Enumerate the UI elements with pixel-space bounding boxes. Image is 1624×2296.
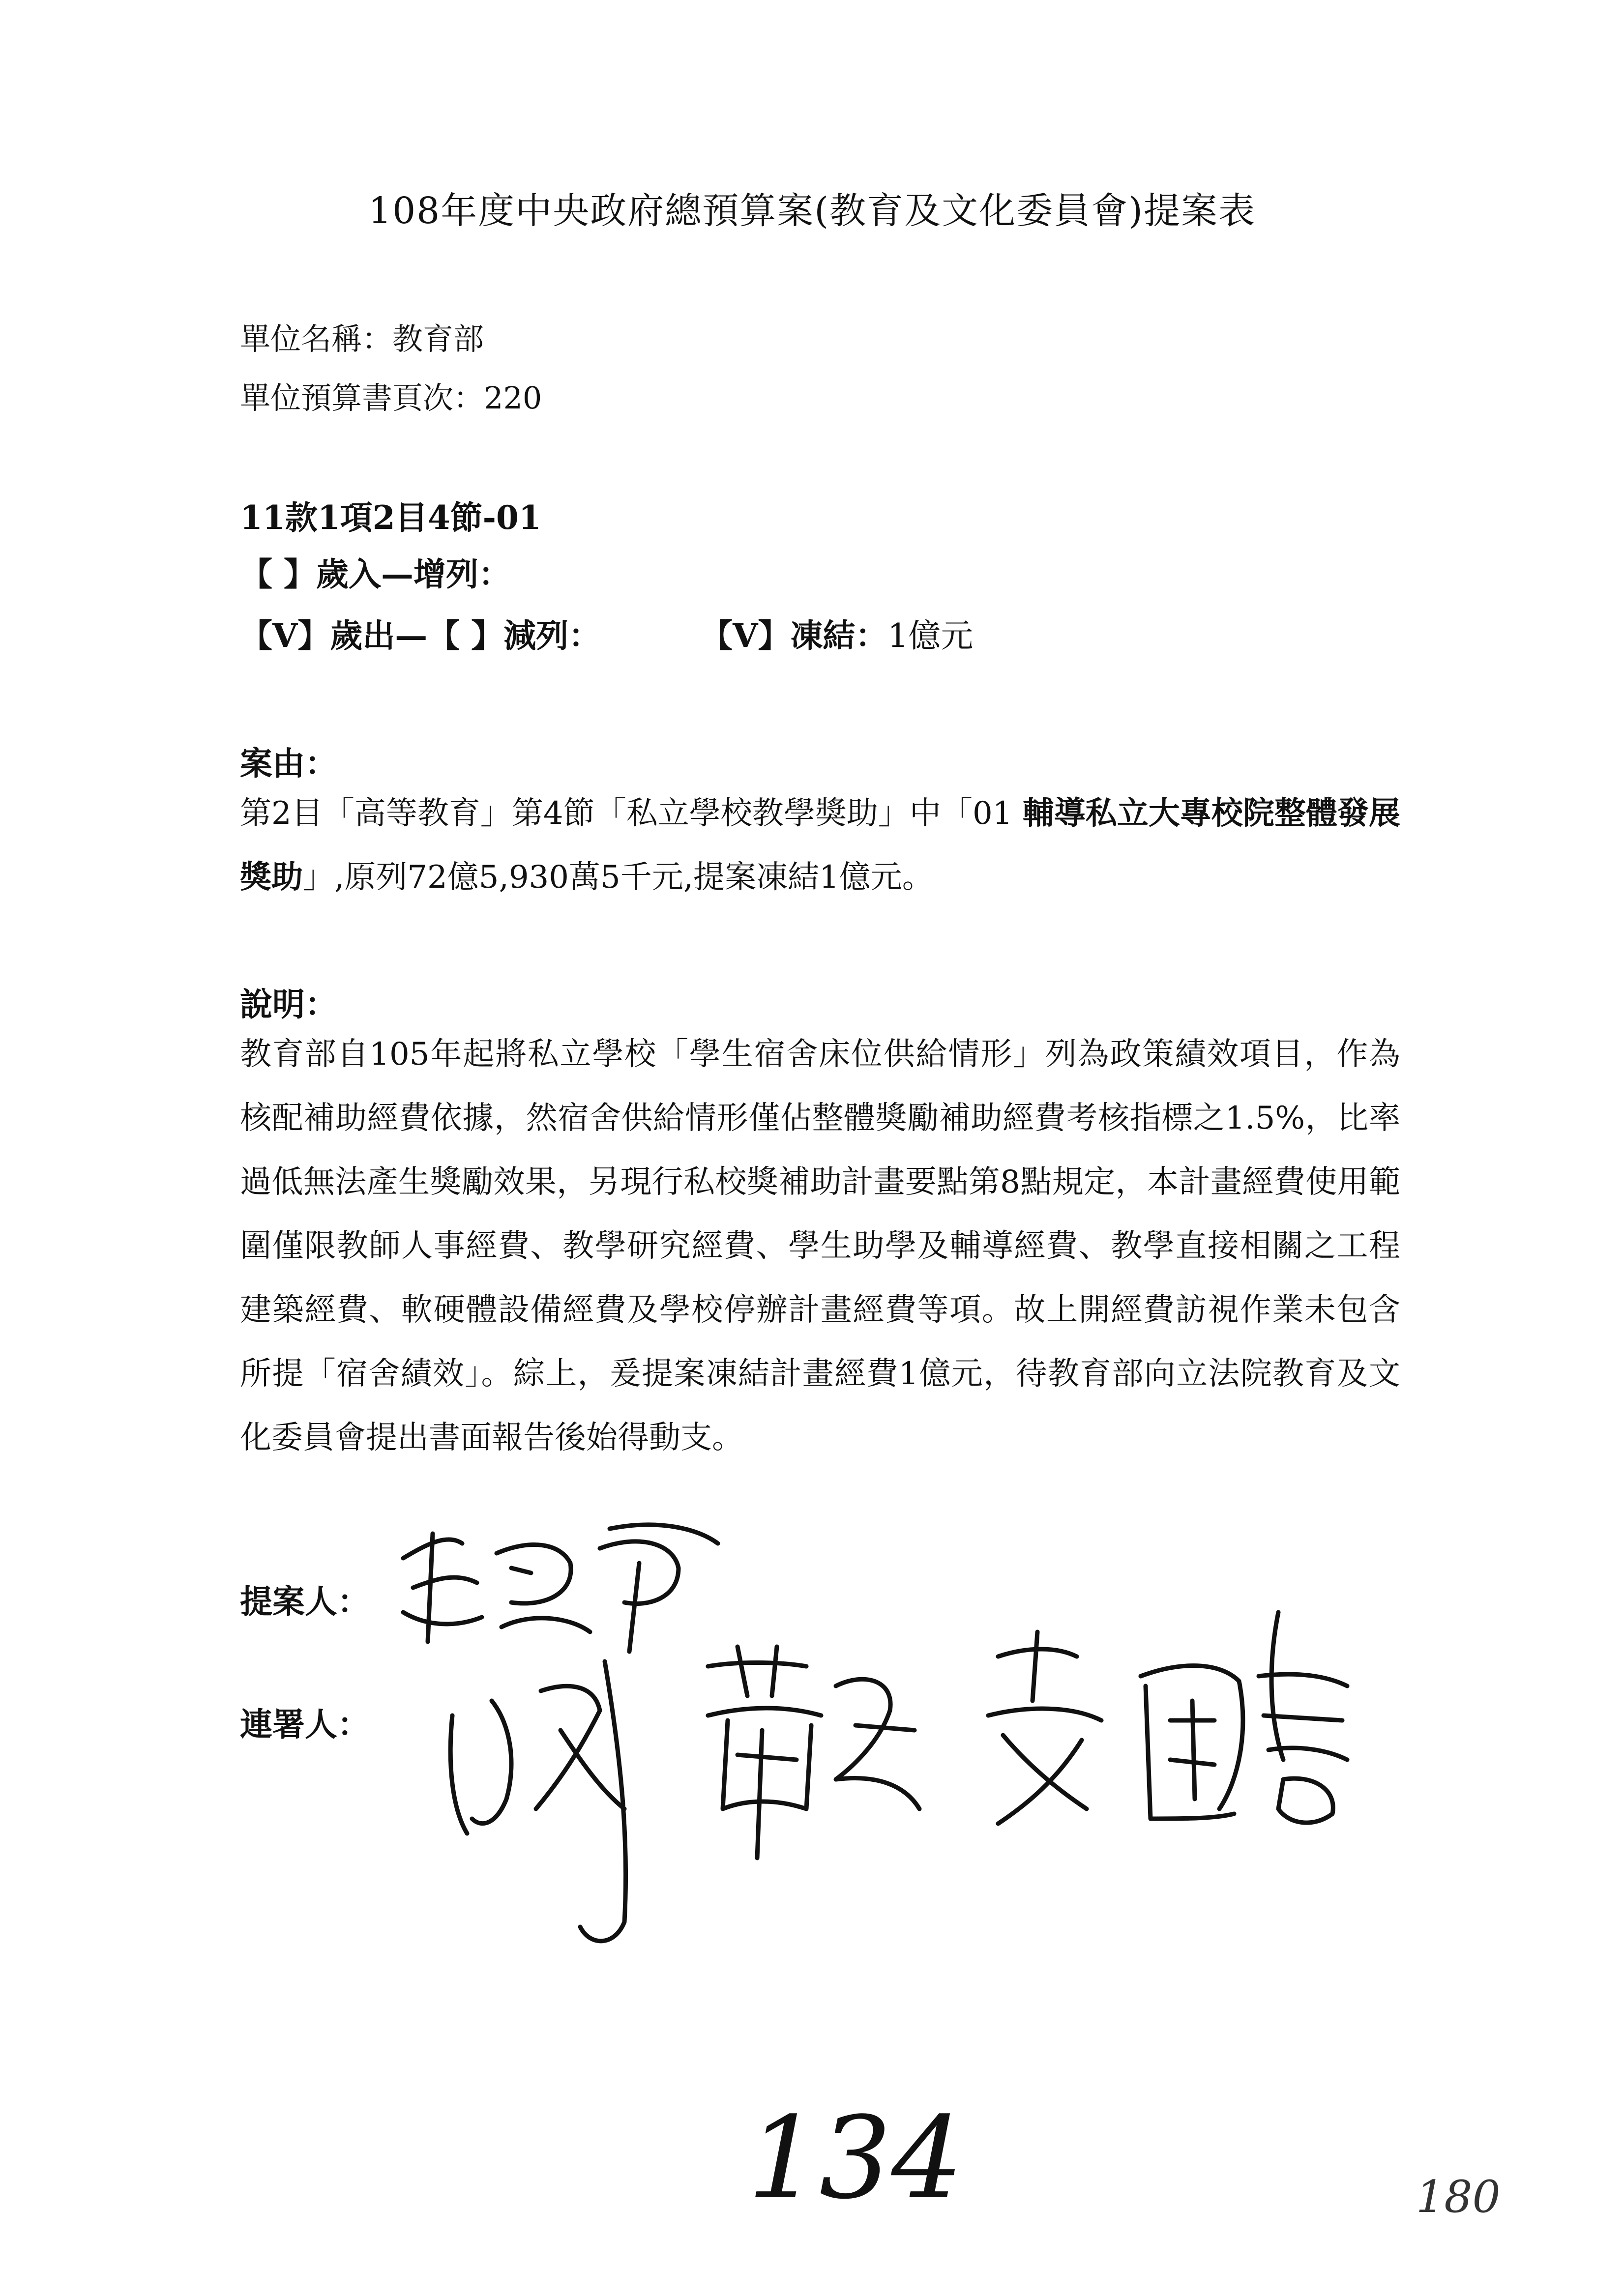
proposer-label: 提案人： (240, 1582, 370, 1621)
expense-option: 【V】歲出—【 】減列： (240, 616, 601, 655)
reason-text-bold: 輔導私立大專校院整體發展獎助 (240, 795, 1401, 896)
expense-option-row (240, 610, 973, 656)
cosigner-signatures (433, 1602, 1367, 1976)
budget-code: 11款1項2目4節-01 (240, 498, 541, 537)
corner-note: 180 (1416, 2171, 1501, 2223)
reason-text (240, 782, 1400, 909)
page-title: 108年度中央政府總預算案(教育及文化委員會)提案表 (368, 190, 1256, 232)
reason-heading: 案由： (240, 744, 337, 783)
reason-text-b: 」,原列72億5,930萬5千元,提案凍結1億元。 (303, 859, 934, 896)
freeze-value: 1億元 (887, 617, 974, 655)
unit-page-value: 220 (484, 380, 542, 416)
explanation-heading: 說明： (240, 985, 337, 1023)
page-number: 134 (747, 2093, 963, 2224)
unit-name-row (240, 315, 484, 358)
explanation-text: 教育部自105年起將私立學校「學生宿舍床位供給情形」列為政策績效項目，作為核配補助經費依據，然宿舍供給情形僅佔整體獎勵補助經費考核指標之1.5%，比率過低無法產生獎勵效果，另現行私校獎補助計畫要點第8點規定，本計畫經費使用範圍僅限教師人事經費、教學研究經費、學生助學及輔導經費、教學直接相關之工程建築經費、軟硬體設備經費及學校停辦計畫經費等項。故上開經費訪視作業未包含所提「宿舍績效」。綜上，爰提案凍結計畫經費1億元，待教育部向立法院教育及文化委員會提出書面報告後始得動支。 (240, 1036, 1400, 1456)
cosigner-label: 連署人： (240, 1705, 370, 1744)
unit-page-label: 單位預算書頁次： (240, 380, 484, 416)
revenue-option: 【 】歲入—增列： (240, 555, 511, 593)
page-number-handwritten (747, 2094, 1023, 2222)
unit-page-row (240, 374, 542, 417)
freeze-label: 【V】凍結： (700, 616, 888, 655)
reason-text-a: 第2目「高等教育」第4節「私立學校教學獎助」中「01 (240, 795, 1023, 832)
corner-note-handwritten (1416, 2158, 1534, 2227)
unit-name-value: 教育部 (392, 321, 484, 357)
unit-name-label: 單位名稱： (240, 321, 393, 357)
